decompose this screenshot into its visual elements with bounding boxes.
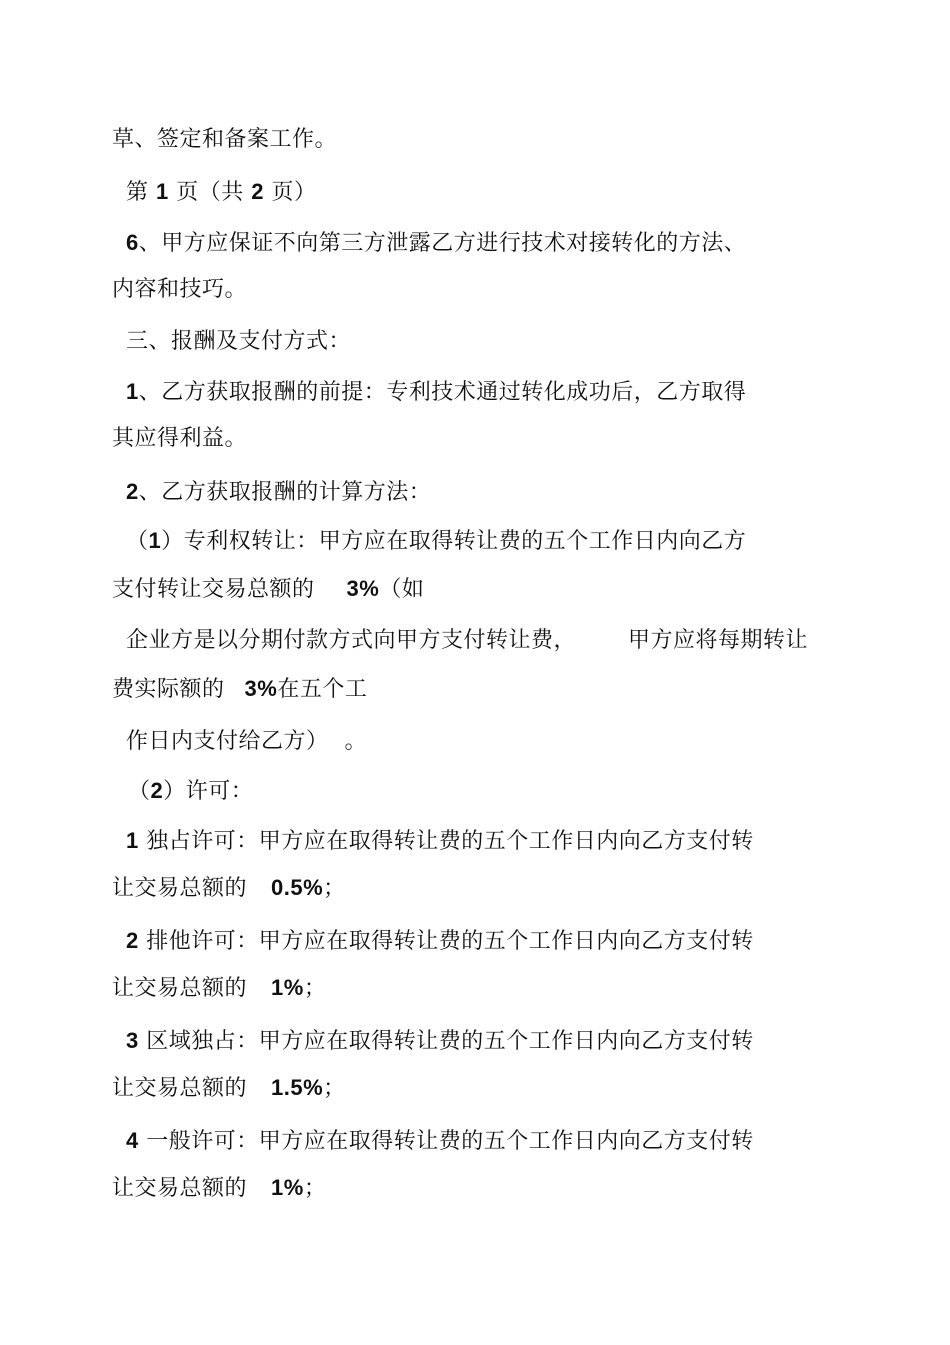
text-line: 让交易总额的 1%； — [112, 1175, 327, 1201]
page-indicator: 第 1 页（共 2 页） — [126, 179, 317, 205]
line-text: 草、签定和备案工作。 — [112, 127, 338, 152]
text-line: 作日内支付给乙方） 。 — [126, 729, 368, 754]
clause-1: 1、乙方获取报酬的前提：专利技术通过转化成功后，乙方取得 — [126, 379, 747, 405]
text-line: 让交易总额的 1.5%； — [112, 1075, 346, 1101]
section-heading: 三、报酬及支付方式： — [126, 329, 352, 354]
clause-6: 6、甲方应保证不向第三方泄露乙方进行技术对接转化的方法、 — [126, 230, 747, 256]
license-item-4: 4 一般许可：甲方应在取得转让费的五个工作日内向乙方支付转 — [126, 1128, 754, 1154]
text-line: 让交易总额的 0.5%； — [112, 875, 346, 901]
clause-2: 2、乙方获取报酬的计算方法： — [126, 479, 432, 505]
text-line: 支付转让交易总额的 3%（如 — [112, 576, 425, 602]
license-item-3: 3 区域独占：甲方应在取得转让费的五个工作日内向乙方支付转 — [126, 1028, 754, 1054]
text-line: 内容和技巧。 — [112, 277, 248, 302]
text-line: 费实际额的 3%在五个工 — [112, 676, 368, 702]
subclause-1: （1）专利权转让：甲方应在取得转让费的五个工作日内向乙方 — [126, 528, 747, 554]
text-line: 其应得利益。 — [112, 426, 248, 451]
page-number: 1 — [156, 179, 169, 204]
text-line: 让交易总额的 1%； — [112, 975, 327, 1001]
license-item-1: 1 独占许可：甲方应在取得转让费的五个工作日内向乙方支付转 — [126, 828, 754, 854]
subclause-2: （2）许可： — [128, 778, 254, 804]
license-item-2: 2 排他许可：甲方应在取得转让费的五个工作日内向乙方支付转 — [126, 928, 754, 954]
text-line: 企业方是以分期付款方式向甲方支付转让费， 甲方应将每期转让 — [126, 628, 809, 653]
text-line — [112, 125, 337, 155]
page-total: 2 — [251, 179, 264, 204]
